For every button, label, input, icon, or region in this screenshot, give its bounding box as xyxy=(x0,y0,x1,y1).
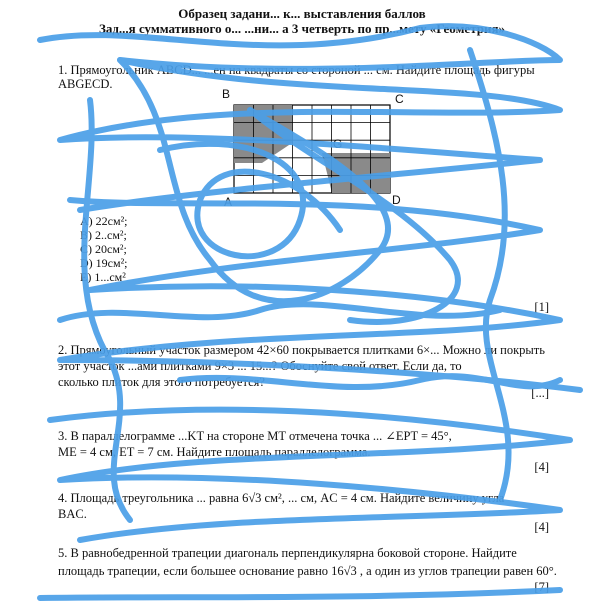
question-2-points: [...] xyxy=(531,386,549,400)
question-3-text: ME = 4 см, ET = 7 см. Найдите площадь параллелограмма. xyxy=(58,445,371,459)
header-title: Образец задани... к... выставления баллов xyxy=(178,6,426,21)
question-1-points: [1] xyxy=(534,300,549,314)
figure-label-d: D xyxy=(392,193,401,207)
question-3-text: 3. В параллелограмме ...KT на стороне MT отмечена точка ... ∠EPT = 45°, xyxy=(58,429,452,443)
question-4-text: 4. Площадь треугольника ... равна 6√3 см², ... см, AC = 4 см. Найдите величину угла xyxy=(58,491,505,505)
figure-label-a: A xyxy=(224,195,233,209)
question-4-points: [4] xyxy=(534,520,549,534)
question-1-text: 1. Прямоугольник ABCD... ...ен на квадраты со стороной ... см. Найдите площадь фигуры xyxy=(58,63,535,77)
question-5-text: 5. В равнобедренной трапеции диагональ перпендикулярна боковой стороне. Найдите xyxy=(58,546,517,560)
question-2-text: этот участок ...ами плитками 9×3 ... 15...? Обоснуйте свой ответ. Если да, то xyxy=(58,359,462,373)
question-1-figure xyxy=(232,103,392,195)
answer-option-d: D) 19см²; xyxy=(80,256,128,270)
question-5-points: [7] xyxy=(534,580,549,594)
question-2-text: сколько плиток для этого потребуется? xyxy=(58,375,265,389)
answer-option-c: C) 20см²; xyxy=(80,242,127,256)
answer-option-a: A) 22см²; xyxy=(80,214,128,228)
answer-option-b: B) 2..см²; xyxy=(80,228,127,242)
question-5-text: площадь трапеции, если большее основание равно 16√3 , а один из углов трапеции равен 60°. xyxy=(58,564,557,578)
header-subtitle: Зад...я суммативного о... ...ни... а 3 четверть по пр...мету «Геометрия» xyxy=(98,21,505,36)
question-2-text: 2. Прямоугольный участок размером 42×60 покрывается плитками 6×... Можно ли покрыть xyxy=(58,343,545,357)
figure-label-b: B xyxy=(222,87,231,101)
question-4-text: BAC. xyxy=(58,507,87,521)
question-3-points: [4] xyxy=(534,460,549,474)
question-1-text-cont: ABGECD. xyxy=(58,77,113,91)
answer-option-e: E) 1...см² xyxy=(80,270,126,284)
figure-label-g: G xyxy=(333,137,343,151)
shaded-region xyxy=(322,153,390,193)
figure-label-c: C xyxy=(395,92,404,106)
